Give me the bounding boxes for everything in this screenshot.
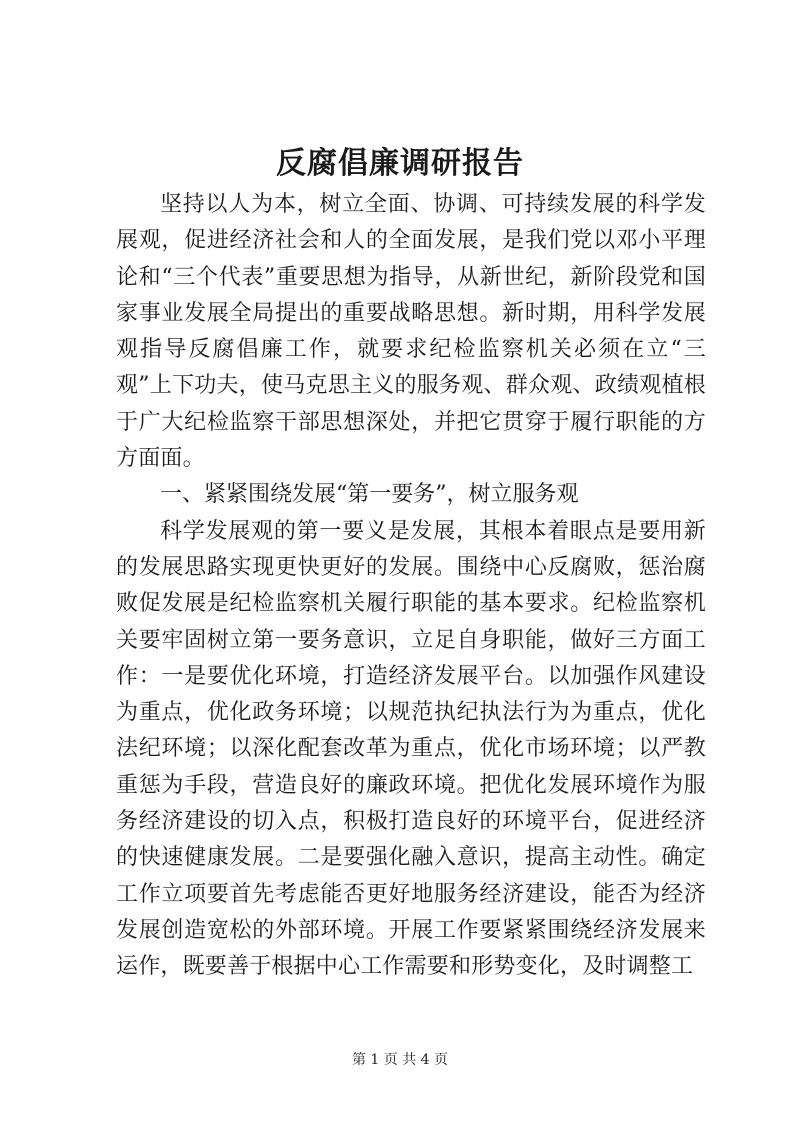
page-footer xyxy=(0,1049,800,1069)
paragraph-section-1: 科学发展观的第一要义是发展，其根本着眼点是要用新的发展思路实现更快更好的发展。围绕中心反腐败，惩治腐败促发展是纪检监察机关履行职能的基本要求。纪检监察机关要牢固树立第一要务意识，立足自身职能，做好三方面工作：一是要优化环境，打造经济发展平台。以加强作风建设为重点，优化政务环境；以规范执纪执法行为为重点，优化法纪环境；以深化配套改革为重点，优化市场环境；以严教重惩为手段，营造良好的廉政环境。把优化发展环境作为服务经济建设的切入点，积极打造良好的环境平台，促进经济的快速健康发展。二是要强化融入意识，提高主动性。确定工作立项要首先考虑能否更好地服务经济建设，能否为经济发展创造宽松的外部环境。开展工作要紧紧围绕经济发展来运作，既要善于根据中心工作需要和形势变化，及时调整工 xyxy=(116,518,706,980)
document-body xyxy=(116,187,706,986)
section-heading-1: 一、紧紧围绕发展“第一要务”，树立服务观 xyxy=(160,482,579,508)
paragraph-intro: 坚持以人为本，树立全面、协调、可持续发展的科学发展观，促进经济社会和人的全面发展，是我们党以邓小平理论和“三个代表”重要思想为指导，从新世纪，新阶段党和国家事业发展全局提出的重要战略思想。新时期，用科学发展观指导反腐倡廉工作，就要求纪检监察机关必须在立“三观”上下功夫，使马克思主义的服务观、群众观、政绩观植根于广大纪检监察干部思想深处，并把它贯穿于履行职能的方方面面。 xyxy=(116,192,706,472)
page-number-label: 第 1 页 共 4 页 xyxy=(351,1052,449,1068)
document-title: 反腐倡廉调研报告 xyxy=(276,146,524,181)
